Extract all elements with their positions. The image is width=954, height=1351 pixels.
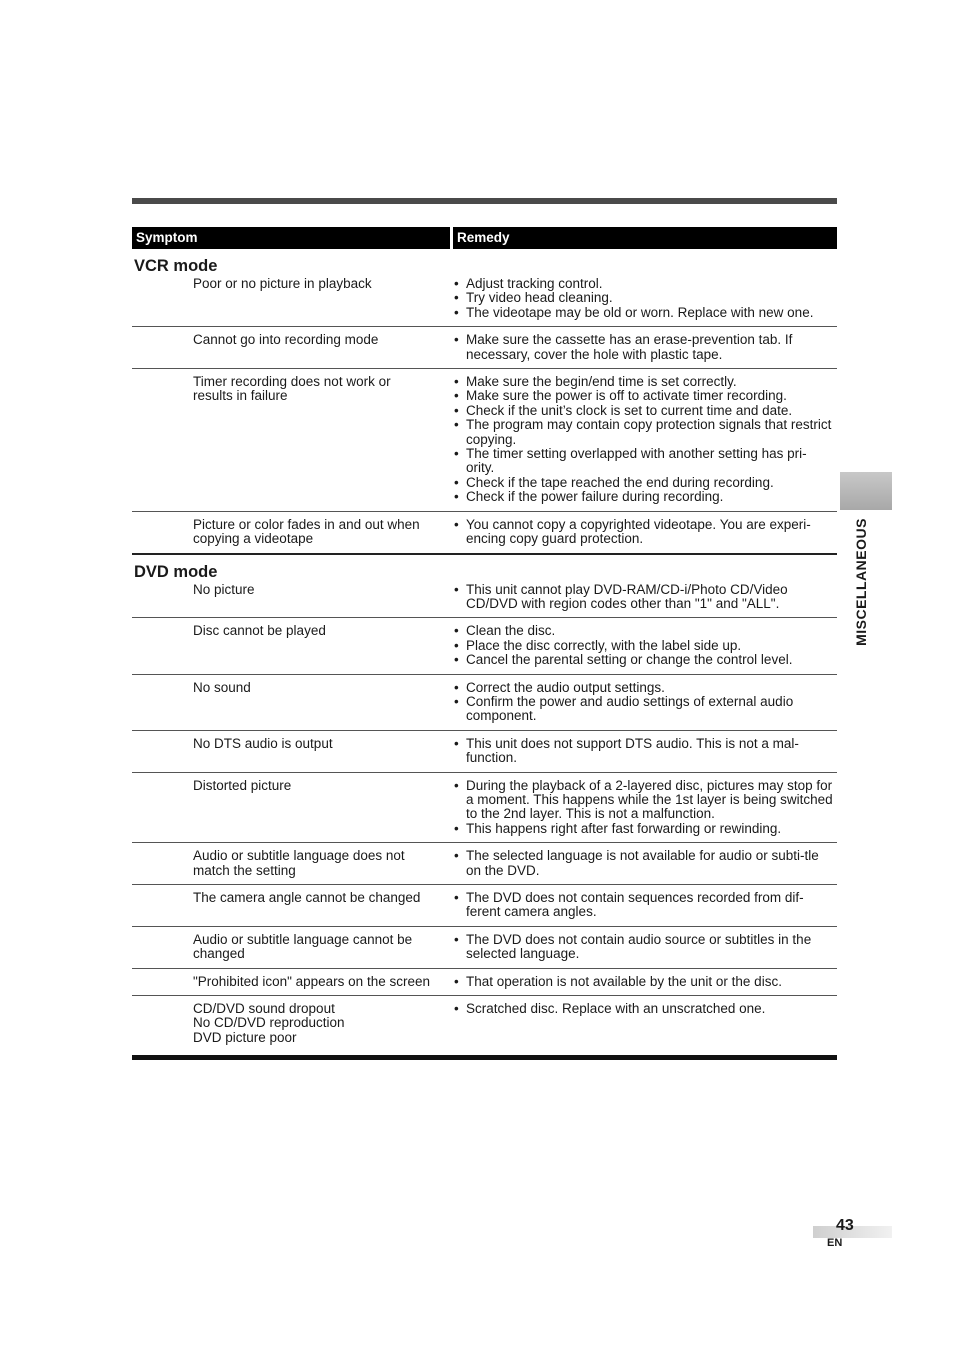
symptom-text: CD/DVD sound dropout <box>193 1001 335 1017</box>
symptom-cell <box>132 891 454 920</box>
section-tab <box>840 472 892 510</box>
symptom-cell <box>132 518 454 547</box>
bottom-rule <box>132 1055 837 1060</box>
remedy-item: • Try video head cleaning. <box>454 291 833 305</box>
remedy-cell <box>454 975 837 989</box>
remedy-item: • Make sure the begin/end time is set correctly. <box>454 375 833 389</box>
symptom-cell <box>132 277 454 320</box>
remedy-cell <box>454 933 837 962</box>
section-title: VCR mode <box>134 257 218 275</box>
symptom-text: No CD/DVD reproduction <box>193 1015 345 1031</box>
table-row <box>132 327 837 369</box>
table-row <box>132 996 837 1051</box>
remedy-cell <box>454 891 837 920</box>
remedy-cell <box>454 681 837 724</box>
remedy-item: • This unit does not support DTS audio. This is not a mal-function. <box>454 737 833 766</box>
symptom-cell <box>132 333 454 362</box>
symptom-column-header: Symptom <box>132 227 450 249</box>
table-row <box>132 275 837 327</box>
section-title: DVD mode <box>134 562 218 581</box>
remedy-column-header: Remedy <box>453 227 837 249</box>
symptom-text: Audio or subtitle language cannot be <box>193 931 413 947</box>
remedy-cell <box>454 333 837 362</box>
table-row <box>132 731 837 773</box>
remedy-item: • The selected language is not available for audio or subti-tle on the DVD. <box>454 849 833 878</box>
symptom-cell <box>132 933 454 962</box>
remedy-item: • Confirm the power and audio settings of external audio component. <box>454 695 833 724</box>
symptom-text: match the setting <box>193 862 296 878</box>
remedy-item: • This happens right after fast forwarding or rewinding. <box>454 822 833 836</box>
symptom-text: The camera angle cannot be changed <box>193 890 421 905</box>
remedy-cell <box>454 737 837 766</box>
language-code: EN <box>827 1237 843 1249</box>
remedy-item: • Adjust tracking control. <box>454 277 833 291</box>
remedy-item: • Scratched disc. Replace with an unscratched one. <box>454 1002 833 1016</box>
top-rule <box>132 198 837 204</box>
remedy-cell <box>454 518 837 547</box>
symptom-text: No DTS audio is output <box>193 735 333 751</box>
symptom-text: DVD picture poor <box>193 1029 297 1045</box>
symptom-text: Picture or color fades in and out when <box>193 516 420 532</box>
remedy-cell <box>454 779 837 837</box>
remedy-item: • Check if the unit’s clock is set to current time and date. <box>454 404 833 418</box>
symptom-text: Timer recording does not work or <box>193 374 391 390</box>
symptom-text: Disc cannot be played <box>193 623 326 639</box>
symptom-cell <box>132 681 454 724</box>
remedy-item: • The videotape may be old or worn. Replace with new one. <box>454 306 833 320</box>
section-label <box>851 512 871 652</box>
symptom-cell <box>132 583 454 612</box>
remedy-cell <box>454 277 837 320</box>
symptom-text: Distorted picture <box>193 777 292 793</box>
remedy-item: • Check if the power failure during recording. <box>454 490 833 504</box>
remedy-item: • The DVD does not contain sequences recorded from dif-ferent camera angles. <box>454 891 833 920</box>
remedy-cell <box>454 849 837 878</box>
table-row <box>132 773 837 844</box>
troubleshooting-table <box>132 249 837 1051</box>
remedy-item: • Make sure the power is off to activate timer recording. <box>454 389 833 403</box>
symptom-cell <box>132 624 454 667</box>
remedy-cell <box>454 583 837 612</box>
table-row <box>132 512 837 555</box>
symptom-text: Audio or subtitle language does not <box>193 848 405 864</box>
symptom-text: No picture <box>193 581 255 597</box>
remedy-item: • Cancel the parental setting or change the control level. <box>454 653 833 667</box>
symptom-text: copying a videotape <box>193 531 314 547</box>
remedy-item: • That operation is not available by the unit or the disc. <box>454 975 833 989</box>
remedy-item: • Make sure the cassette has an erase-prevention tab. If necessary, cover the hole with plastic tape. <box>454 333 833 362</box>
symptom-text: Cannot go into recording mode <box>193 332 379 348</box>
table-row <box>132 675 837 731</box>
symptom-cell <box>132 375 454 505</box>
remedy-item: • You cannot copy a copyrighted videotape. You are experi-encing copy guard protection. <box>454 518 833 547</box>
table-row <box>132 885 837 927</box>
remedy-item: • The DVD does not contain audio source or subtitles in the selected language. <box>454 933 833 962</box>
table-row <box>132 843 837 885</box>
remedy-item: • Clean the disc. <box>454 624 833 638</box>
symptom-cell <box>132 849 454 878</box>
remedy-cell <box>454 375 837 505</box>
remedy-item: • Correct the audio output settings. <box>454 681 833 695</box>
symptom-text: results in failure <box>193 388 288 404</box>
page-number: 43 <box>836 1217 854 1234</box>
symptom-cell <box>132 737 454 766</box>
symptom-cell <box>132 779 454 837</box>
table-row <box>132 618 837 674</box>
remedy-item: • The timer setting overlapped with another setting has pri-ority. <box>454 447 833 476</box>
remedy-cell <box>454 624 837 667</box>
symptom-cell <box>132 975 454 989</box>
table-row <box>132 581 837 619</box>
table-row <box>132 969 837 996</box>
remedy-item: • Place the disc correctly, with the label side up. <box>454 639 833 653</box>
remedy-cell <box>454 1002 837 1045</box>
symptom-cell <box>132 1002 454 1045</box>
symptom-text: Poor or no picture in playback <box>193 276 372 291</box>
section-label-text: MISCELLANEOUS <box>853 518 869 646</box>
remedy-item: • During the playback of a 2-layered disc, pictures may stop for a moment. This happens while the 1st layer is being switched to the 2nd layer. This is not a malfunction. <box>454 779 833 822</box>
symptom-text: "Prohibited icon" appears on the screen <box>193 973 430 989</box>
symptom-text: changed <box>193 946 245 962</box>
table-row <box>132 369 837 512</box>
remedy-item: • Check if the tape reached the end during recording. <box>454 476 833 490</box>
table-row <box>132 927 837 969</box>
remedy-item: • This unit cannot play DVD-RAM/CD-i/Photo CD/Video CD/DVD with region codes other than "1" and "ALL". <box>454 583 833 612</box>
remedy-item: • The program may contain copy protection signals that restrict copying. <box>454 418 833 447</box>
symptom-text: No sound <box>193 679 251 695</box>
table-header <box>132 227 837 249</box>
